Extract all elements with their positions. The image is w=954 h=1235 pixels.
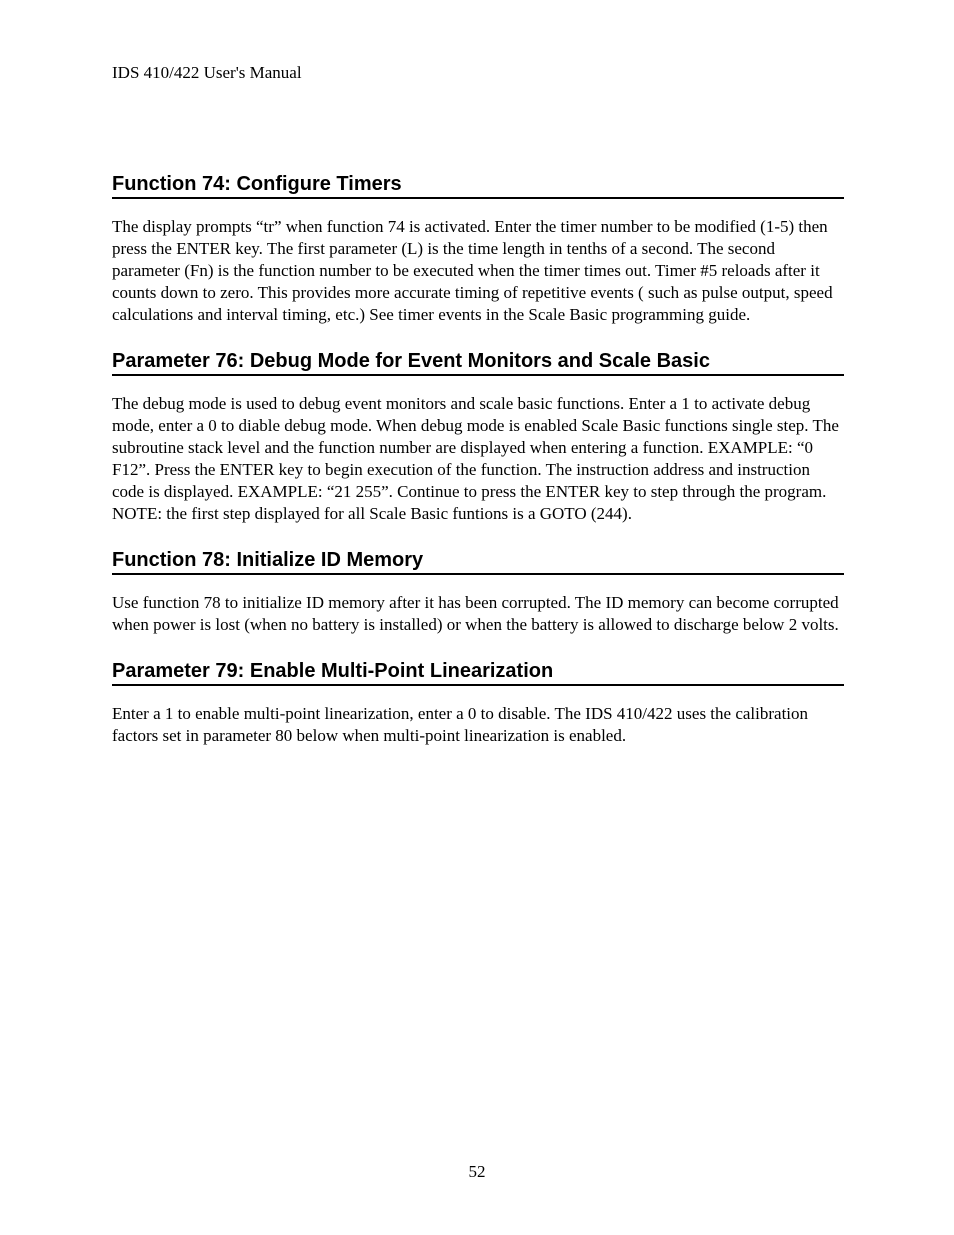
section-heading: Function 78: Initialize ID Memory xyxy=(112,548,844,575)
running-header: IDS 410/422 User's Manual xyxy=(112,63,302,82)
section-heading: Parameter 79: Enable Multi-Point Linearization xyxy=(112,659,844,686)
section-body: The debug mode is used to debug event monitors and scale basic functions. Enter a 1 to activate debug mode, enter a 0 to diable debug mode. When debug mode is enabled Scale Basic functions single step. The subroutine stack level and the function number are displayed when entering a function. EXAMPLE: “0 F12”. Press the ENTER key to begin execution of the function. The instruction address and instruction code is displayed. EXAMPLE: “21 255”. Continue to press the ENTER key to step through the program. NOTE: the first step displayed for all Scale Basic funtions is a GOTO (244). xyxy=(112,394,839,523)
page-content xyxy=(112,172,844,747)
section-heading: Parameter 76: Debug Mode for Event Monitors and Scale Basic xyxy=(112,349,844,376)
section-parameter-76 xyxy=(112,349,844,525)
section-function-74 xyxy=(112,172,844,326)
section-body: Use function 78 to initialize ID memory after it has been corrupted. The ID memory can become corrupted when power is lost (when no battery is installed) or when the battery is allowed to discharge below 2 volts. xyxy=(112,593,839,634)
section-body: The display prompts “tr” when function 74 is activated. Enter the timer number to be modified (1-5) then press the ENTER key. The first parameter (L) is the time length in tenths of a second. The second parameter (Fn) is the function number to be executed when the timer times out. Timer #5 reloads after it counts down to zero. This provides more accurate timing of repetitive events ( such as pulse output, speed calculations and interval timing, etc.) See timer events in the Scale Basic programming guide. xyxy=(112,217,833,324)
section-heading: Function 74: Configure Timers xyxy=(112,172,844,199)
section-function-78 xyxy=(112,548,844,636)
section-body: Enter a 1 to enable multi-point linearization, enter a 0 to disable. The IDS 410/422 uses the calibration factors set in parameter 80 below when multi-point linearization is enabled. xyxy=(112,704,809,745)
section-parameter-79 xyxy=(112,659,844,747)
page-number: 52 xyxy=(468,1162,486,1181)
